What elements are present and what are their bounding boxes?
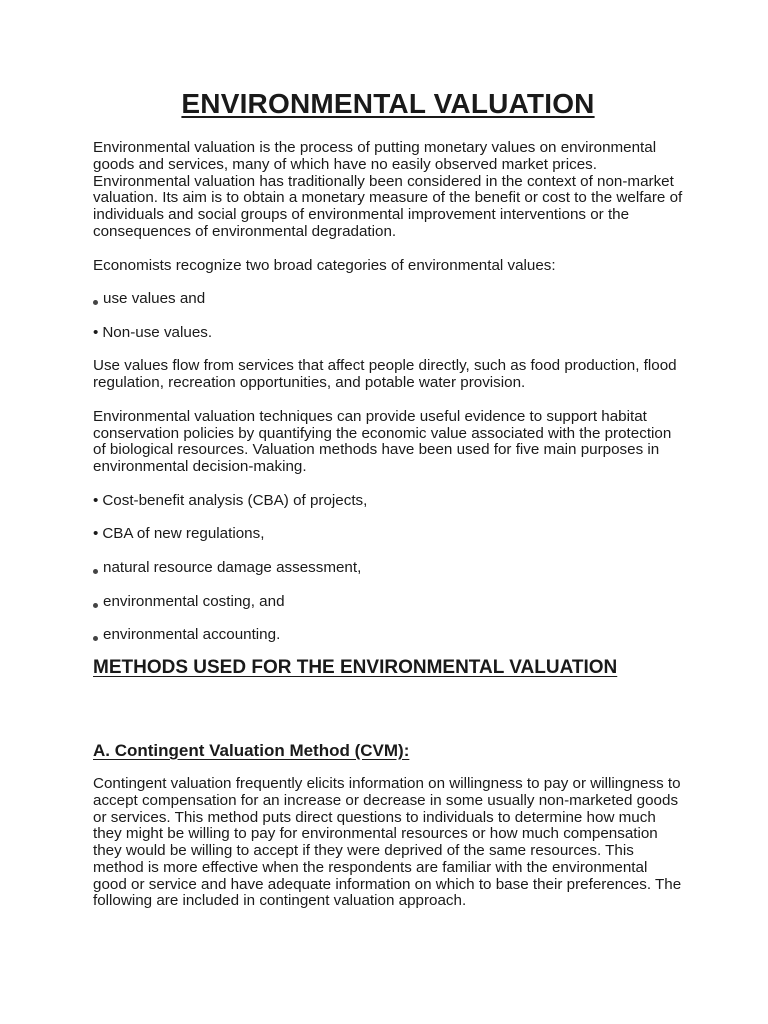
bullet-icon [93, 636, 98, 641]
list-item: use values and [93, 291, 683, 308]
methods-heading: METHODS USED FOR THE ENVIRONMENTAL VALUATION [93, 656, 618, 678]
list-item: natural resource damage assessment, [93, 560, 683, 577]
list-item: environmental accounting. [93, 627, 683, 644]
document-page [93, 86, 683, 910]
bullet-icon: • [93, 491, 99, 509]
use-values-paragraph: Use values flow from services that affect people directly, such as food production, flood regulation, recreation opportunities, and potable water provision. [93, 357, 677, 392]
intro-paragraph: Environmental valuation is the process of putting monetary values on environmental goods and services, many of which have no easily observed market prices. Environmental valuation has traditionally been considered in the context of non-market valuation. Its aim is to obtain a monetary measure of the benefit or cost to the welfare of individuals and social groups of environmental improvement interventions or the consequences of environmental degradation. [93, 139, 683, 240]
bullet-icon [93, 300, 98, 305]
page-title: ENVIRONMENTAL VALUATION [181, 88, 595, 119]
list-item: • Cost-benefit analysis (CBA) of projects, [93, 491, 368, 509]
cvm-paragraph: Contingent valuation frequently elicits information on willingness to pay or willingness to accept compensation for an increase or decrease in some usually non-marketed goods or services. This method puts direct questions to individuals to determine how much they might be willing to pay for environmental resources or how much compensation they would be willing to accept if they were deprived of the same resources. This method is more effective when the respondents are familiar with the environmental good or service and have adequate information on which to base their preferences. The following are included in contingent valuation approach. [93, 774, 682, 910]
list-item: • Non-use values. [93, 323, 213, 341]
techniques-paragraph: Environmental valuation techniques can provide useful evidence to support habitat conservation policies by quantifying the economic value associated with the protection of biological resources. Valuation methods have been used for five main purposes in environmental decision-making. [93, 407, 672, 476]
categories-intro: Economists recognize two broad categories of environmental values: [93, 256, 556, 274]
list-item: • CBA of new regulations, [93, 525, 265, 543]
bullet-icon: • [93, 525, 99, 543]
list-item: environmental costing, and [93, 594, 683, 611]
bullet-icon [93, 603, 98, 608]
bullet-icon [93, 569, 98, 574]
cvm-heading: A. Contingent Valuation Method (CVM): [93, 740, 410, 760]
bullet-icon: • [93, 323, 99, 341]
